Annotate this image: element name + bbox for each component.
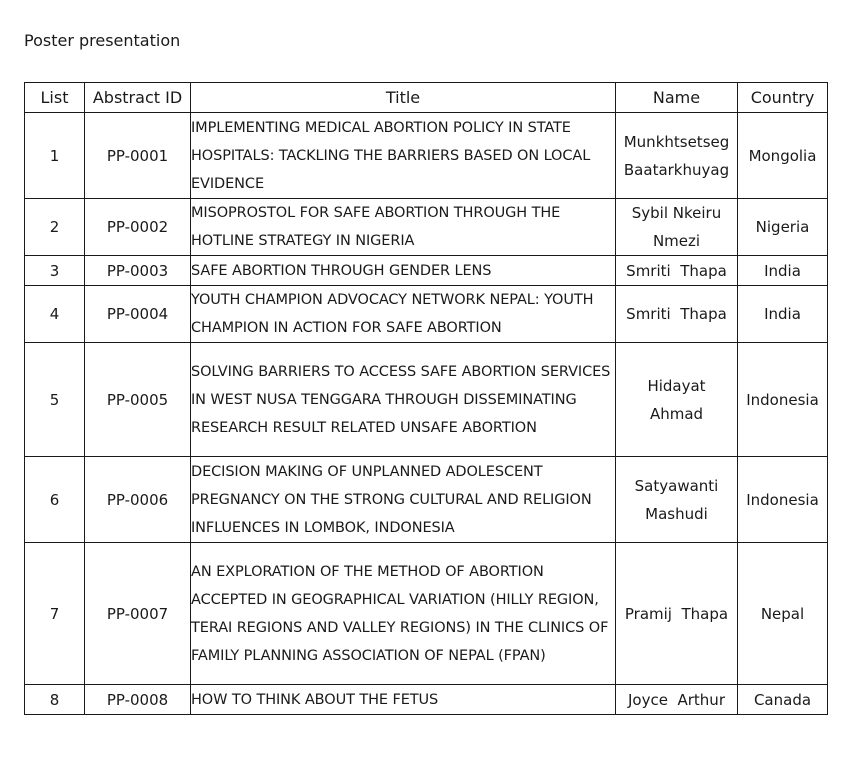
author-name-line-2: Ahmad [649, 404, 704, 423]
country: Nigeria [738, 199, 828, 256]
list-number: 1 [25, 113, 85, 199]
column-header-name: Name [616, 83, 738, 113]
table-row [25, 543, 828, 685]
abstract-id: PP-0007 [85, 543, 191, 685]
country: Nepal [738, 543, 828, 685]
author-name-line-1: Joyce Arthur [628, 690, 725, 709]
list-number: 5 [25, 343, 85, 457]
abstract-title: YOUTH CHAMPION ADVOCACY NETWORK NEPAL: YOUTH CHAMPION IN ACTION FOR SAFE ABORTION [191, 286, 616, 343]
page-title: Poster presentation [24, 31, 181, 50]
table-row [25, 256, 828, 286]
abstract-title: SOLVING BARRIERS TO ACCESS SAFE ABORTION SERVICES IN WEST NUSA TENGGARA THROUGH DISSEMINATING RESEARCH RESULT RELATED UNSAFE ABORTION [191, 343, 616, 457]
abstract-id: PP-0006 [85, 457, 191, 543]
author-name-line-2: Baatarkhuyag [623, 160, 730, 179]
column-header-list: List [25, 83, 85, 113]
author-name-line-1: Sybil Nkeiru [631, 204, 722, 222]
abstract-id: PP-0008 [85, 685, 191, 715]
abstract-id: PP-0003 [85, 256, 191, 286]
column-header-country: Country [738, 83, 828, 113]
country: India [738, 286, 828, 343]
list-number: 4 [25, 286, 85, 343]
author-name-line-1: Satyawanti [634, 476, 719, 495]
table-row [25, 113, 828, 199]
abstract-title: DECISION MAKING OF UNPLANNED ADOLESCENT PREGNANCY ON THE STRONG CULTURAL AND RELIGION INFLUENCES IN LOMBOK, INDONESIA [191, 457, 616, 543]
abstract-title: SAFE ABORTION THROUGH GENDER LENS [191, 256, 616, 286]
poster-table [24, 82, 828, 715]
list-number: 2 [25, 199, 85, 256]
table-row [25, 685, 828, 715]
list-number: 7 [25, 543, 85, 685]
author-name [616, 286, 738, 343]
author-name [616, 343, 738, 457]
author-name-line-2: Nmezi [652, 232, 701, 250]
author-name [616, 199, 738, 256]
country: Canada [738, 685, 828, 715]
abstract-id: PP-0005 [85, 343, 191, 457]
author-name [616, 457, 738, 543]
author-name [616, 685, 738, 715]
author-name [616, 113, 738, 199]
country: Indonesia [738, 457, 828, 543]
table-row [25, 199, 828, 256]
abstract-id: PP-0001 [85, 113, 191, 199]
author-name-line-1: Pramij Thapa [624, 604, 729, 623]
abstract-id: PP-0004 [85, 286, 191, 343]
author-name-line-1: Hidayat [647, 376, 706, 395]
author-name [616, 543, 738, 685]
table-row [25, 457, 828, 543]
abstract-title: AN EXPLORATION OF THE METHOD OF ABORTION ACCEPTED IN GEOGRAPHICAL VARIATION (HILLY REGION, TERAI REGIONS AND VALLEY REGIONS) IN THE CLINICS OF FAMILY PLANNING ASSOCIATION OF NEPAL (FPAN) [191, 543, 616, 685]
author-name-line-1: Smriti Thapa [626, 261, 727, 280]
author-name-line-1: Smriti Thapa [626, 305, 727, 323]
list-number: 8 [25, 685, 85, 715]
abstract-title: HOW TO THINK ABOUT THE FETUS [191, 685, 616, 715]
author-name-line-1: Munkhtsetseg [623, 132, 730, 151]
author-name [616, 256, 738, 286]
abstract-title: MISOPROSTOL FOR SAFE ABORTION THROUGH THE HOTLINE STRATEGY IN NIGERIA [191, 199, 616, 256]
table-row [25, 343, 828, 457]
author-name-line-2: Mashudi [645, 504, 708, 523]
abstract-title: IMPLEMENTING MEDICAL ABORTION POLICY IN STATE HOSPITALS: TACKLING THE BARRIERS BASED ON LOCAL EVIDENCE [191, 113, 616, 199]
list-number: 6 [25, 457, 85, 543]
column-header-abstract-id: Abstract ID [85, 83, 191, 113]
list-number: 3 [25, 256, 85, 286]
country: Indonesia [738, 343, 828, 457]
country: Mongolia [738, 113, 828, 199]
column-header-title: Title [191, 83, 616, 113]
country: India [738, 256, 828, 286]
table-header-row [25, 83, 828, 113]
abstract-id: PP-0002 [85, 199, 191, 256]
table-row [25, 286, 828, 343]
